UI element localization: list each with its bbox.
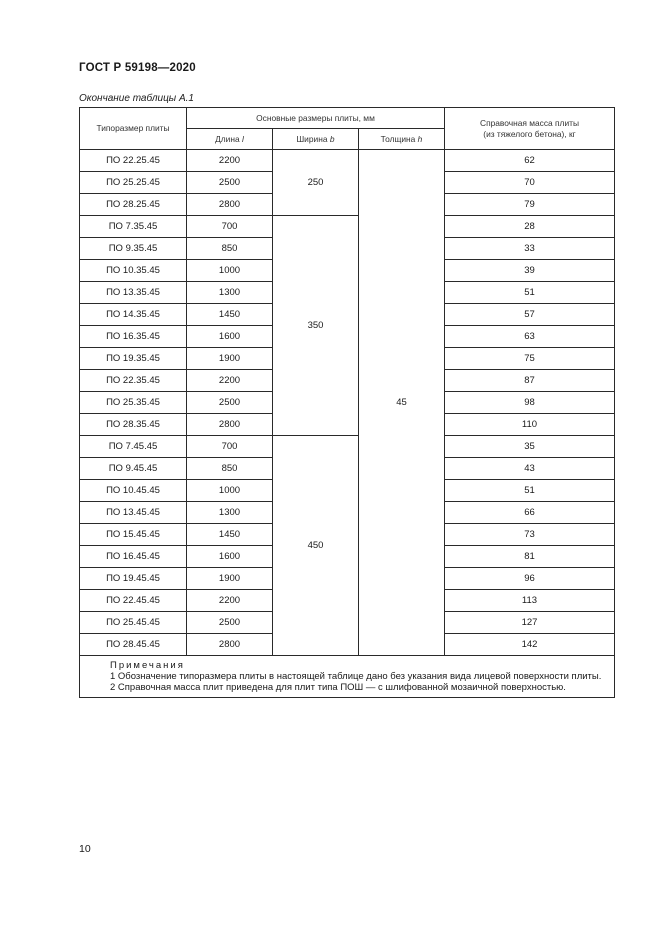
header-width-symbol: b	[329, 133, 335, 144]
cell-length: 2200	[187, 590, 273, 612]
dimensions-table	[79, 107, 615, 698]
cell-type: ПО 9.35.45	[80, 238, 187, 260]
note-1: 1 Обозначение типоразмера плиты в настоящей таблице дано без указания вида лицевой поверхности плиты.	[110, 671, 602, 682]
cell-length: 2200	[187, 370, 273, 392]
cell-length: 2500	[187, 392, 273, 414]
cell-length: 850	[187, 238, 273, 260]
notes-title: Примечания	[110, 660, 185, 671]
cell-mass: 79	[445, 194, 615, 216]
header-dimensions-group: Основные размеры плиты, мм	[187, 108, 445, 129]
cell-length: 1600	[187, 546, 273, 568]
cell-type: ПО 16.45.45	[80, 546, 187, 568]
cell-type: ПО 25.35.45	[80, 392, 187, 414]
cell-length: 850	[187, 458, 273, 480]
cell-type: ПО 25.25.45	[80, 172, 187, 194]
header-thickness	[359, 129, 445, 150]
cell-type: ПО 7.35.45	[80, 216, 187, 238]
header-length-label: Длина	[215, 133, 240, 144]
cell-mass: 70	[445, 172, 615, 194]
cell-length: 2800	[187, 414, 273, 436]
cell-thickness: 45	[359, 150, 445, 656]
cell-type: ПО 28.35.45	[80, 414, 187, 436]
cell-type: ПО 19.45.45	[80, 568, 187, 590]
cell-mass: 51	[445, 480, 615, 502]
cell-length: 2800	[187, 194, 273, 216]
cell-width-group: 350	[273, 216, 359, 436]
cell-length: 1000	[187, 260, 273, 282]
cell-length: 700	[187, 436, 273, 458]
cell-mass: 75	[445, 348, 615, 370]
header-width	[273, 129, 359, 150]
cell-mass: 110	[445, 414, 615, 436]
cell-type: ПО 22.25.45	[80, 150, 187, 172]
page-number: 10	[79, 843, 91, 855]
cell-width-group: 450	[273, 436, 359, 656]
cell-length: 2800	[187, 634, 273, 656]
cell-type: ПО 25.45.45	[80, 612, 187, 634]
cell-mass: 142	[445, 634, 615, 656]
cell-type: ПО 28.25.45	[80, 194, 187, 216]
table-row	[80, 150, 615, 172]
note-2: 2 Справочная масса плит приведена для плит типа ПОШ — с шлифованной мозаичной поверхностью.	[110, 682, 566, 693]
header-type: Типоразмер плиты	[80, 108, 187, 150]
cell-type: ПО 14.35.45	[80, 304, 187, 326]
cell-width-group: 250	[273, 150, 359, 216]
cell-type: ПО 28.45.45	[80, 634, 187, 656]
cell-length: 1900	[187, 348, 273, 370]
cell-mass: 39	[445, 260, 615, 282]
cell-type: ПО 22.45.45	[80, 590, 187, 612]
cell-type: ПО 15.45.45	[80, 524, 187, 546]
cell-mass: 63	[445, 326, 615, 348]
cell-length: 1900	[187, 568, 273, 590]
cell-length: 700	[187, 216, 273, 238]
cell-length: 1600	[187, 326, 273, 348]
table-row	[80, 216, 615, 238]
cell-mass: 66	[445, 502, 615, 524]
header-thickness-symbol: h	[417, 133, 423, 144]
cell-type: ПО 9.45.45	[80, 458, 187, 480]
cell-mass: 87	[445, 370, 615, 392]
cell-type: ПО 10.35.45	[80, 260, 187, 282]
cell-mass: 127	[445, 612, 615, 634]
cell-type: ПО 16.35.45	[80, 326, 187, 348]
table-body	[80, 150, 615, 656]
cell-mass: 98	[445, 392, 615, 414]
table-notes	[80, 656, 615, 698]
cell-type: ПО 22.35.45	[80, 370, 187, 392]
cell-type: ПО 13.45.45	[80, 502, 187, 524]
cell-length: 1000	[187, 480, 273, 502]
cell-mass: 113	[445, 590, 615, 612]
cell-length: 1300	[187, 502, 273, 524]
cell-mass: 28	[445, 216, 615, 238]
table-row	[80, 436, 615, 458]
header-mass-sub: (из тяжелого бетона), кг	[483, 128, 576, 139]
cell-type: ПО 7.45.45	[80, 436, 187, 458]
cell-mass: 35	[445, 436, 615, 458]
cell-length: 1450	[187, 524, 273, 546]
header-width-label: Ширина	[296, 133, 328, 144]
cell-mass: 57	[445, 304, 615, 326]
cell-mass: 81	[445, 546, 615, 568]
cell-length: 2500	[187, 172, 273, 194]
cell-length: 1300	[187, 282, 273, 304]
cell-type: ПО 19.35.45	[80, 348, 187, 370]
table-caption: Окончание таблицы А.1	[79, 93, 194, 104]
cell-mass: 51	[445, 282, 615, 304]
header-thickness-label: Толщина	[380, 133, 416, 144]
cell-type: ПО 13.35.45	[80, 282, 187, 304]
cell-type: ПО 10.45.45	[80, 480, 187, 502]
cell-mass: 43	[445, 458, 615, 480]
cell-length: 2500	[187, 612, 273, 634]
cell-mass: 33	[445, 238, 615, 260]
cell-length: 2200	[187, 150, 273, 172]
header-length	[187, 129, 273, 150]
cell-mass: 96	[445, 568, 615, 590]
header-mass	[445, 108, 615, 150]
cell-mass: 62	[445, 150, 615, 172]
cell-length: 1450	[187, 304, 273, 326]
cell-mass: 73	[445, 524, 615, 546]
header-length-symbol: l	[241, 133, 244, 144]
header-mass-label: Справочная масса плиты	[480, 117, 579, 128]
document-code: ГОСТ Р 59198—2020	[79, 62, 196, 74]
